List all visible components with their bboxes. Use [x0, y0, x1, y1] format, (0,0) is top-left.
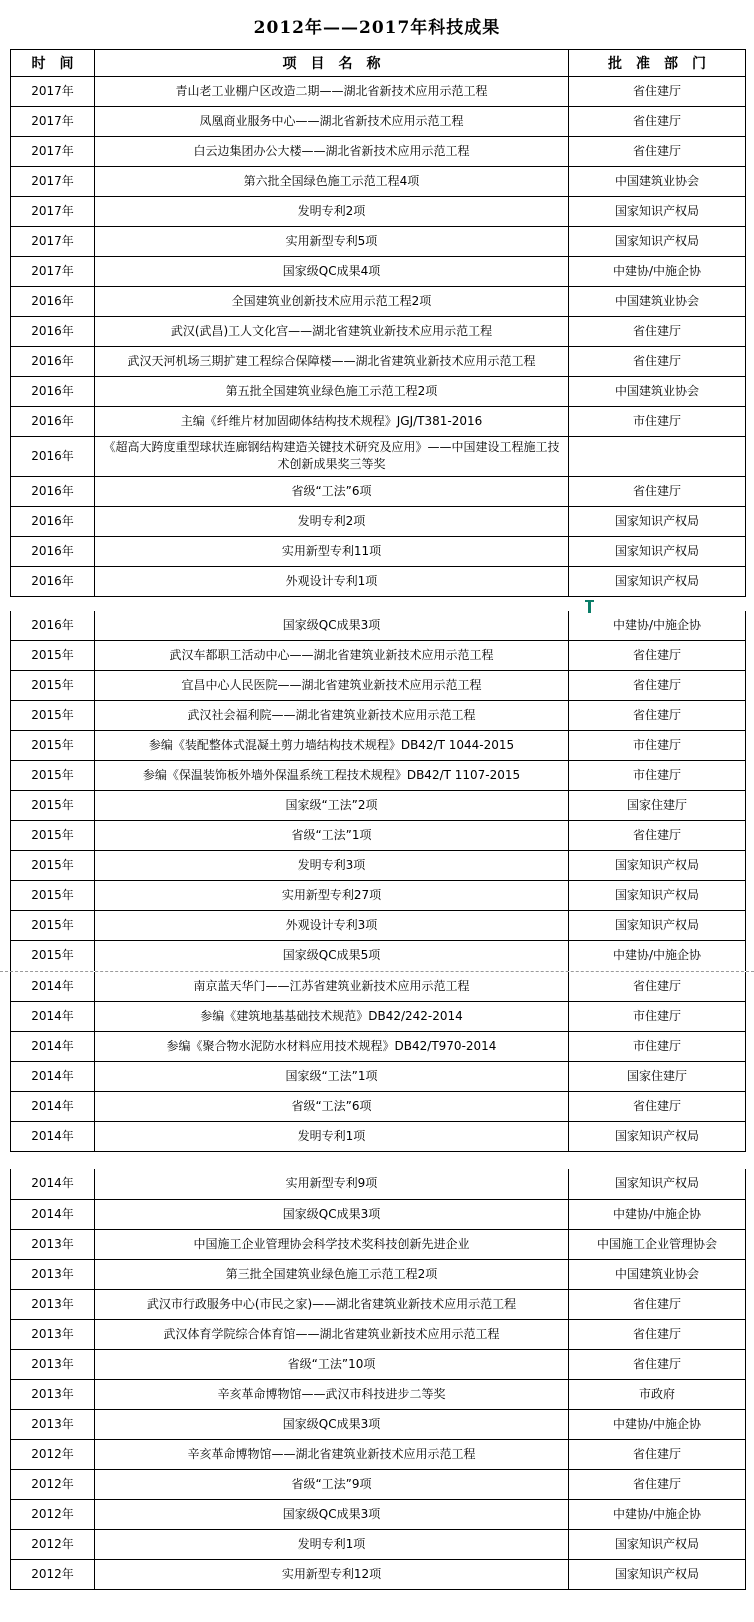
- table-row: [11, 287, 746, 317]
- table-row: [11, 566, 746, 596]
- cell-approving-department: 中建协/中施企协: [569, 1409, 746, 1439]
- table-row: [11, 1349, 746, 1379]
- cell-approving-department: 中国建筑业协会: [569, 167, 746, 197]
- table-row: [11, 1439, 746, 1469]
- cell-approving-department: 国家知识产权局: [569, 536, 746, 566]
- cell-project-name: 参编《保温装饰板外墙外保温系统工程技术规程》DB42/T 1107-2015: [95, 761, 569, 791]
- cell-approving-department: 省住建厅: [569, 317, 746, 347]
- table-section-4: [10, 1169, 746, 1590]
- cell-year: 2015年: [11, 941, 95, 971]
- cell-project-name: 辛亥革命博物馆——武汉市科技进步二等奖: [95, 1379, 569, 1409]
- cell-project-name: 实用新型专利27项: [95, 881, 569, 911]
- cell-year: 2017年: [11, 197, 95, 227]
- cell-project-name: 第三批全国建筑业绿色施工示范工程2项: [95, 1259, 569, 1289]
- cell-project-name: 参编《聚合物水泥防水材料应用技术规程》DB42/T970-2014: [95, 1032, 569, 1062]
- table-section-1: [10, 49, 746, 597]
- cell-year: 2015年: [11, 851, 95, 881]
- table-row: [11, 506, 746, 536]
- table-row: [11, 167, 746, 197]
- cell-year: 2013年: [11, 1349, 95, 1379]
- cell-year: 2016年: [11, 476, 95, 506]
- cell-year: 2012年: [11, 1559, 95, 1589]
- table-row: [11, 1062, 746, 1092]
- table-row: [11, 1379, 746, 1409]
- table-row: [11, 1032, 746, 1062]
- cell-approving-department: 市住建厅: [569, 761, 746, 791]
- cell-year: 2015年: [11, 881, 95, 911]
- cell-year: 2015年: [11, 641, 95, 671]
- cell-project-name: 武汉天河机场三期扩建工程综合保障楼——湖北省建筑业新技术应用示范工程: [95, 347, 569, 377]
- cell-approving-department: 中国施工企业管理协会: [569, 1229, 746, 1259]
- table-row: [11, 1169, 746, 1199]
- cell-project-name: 国家级QC成果3项: [95, 1409, 569, 1439]
- table-row: [11, 377, 746, 407]
- page-break-gap: [10, 1152, 745, 1169]
- cell-year: 2015年: [11, 821, 95, 851]
- cell-approving-department: 省住建厅: [569, 347, 746, 377]
- cell-approving-department: 国家知识产权局: [569, 1122, 746, 1152]
- cell-year: 2013年: [11, 1259, 95, 1289]
- cell-year: 2015年: [11, 671, 95, 701]
- cell-year: 2015年: [11, 761, 95, 791]
- table-row: [11, 476, 746, 506]
- cell-project-name: 武汉市行政服务中心(市民之家)——湖北省建筑业新技术应用示范工程: [95, 1289, 569, 1319]
- cell-project-name: 国家级“工法”2项: [95, 791, 569, 821]
- cell-project-name: 武汉(武昌)工人文化宫——湖北省建筑业新技术应用示范工程: [95, 317, 569, 347]
- cell-approving-department: 中建协/中施企协: [569, 611, 746, 641]
- cell-year: 2014年: [11, 1199, 95, 1229]
- table-row: [11, 791, 746, 821]
- cell-year: 2012年: [11, 1439, 95, 1469]
- table-row: [11, 77, 746, 107]
- page-break-gap: [10, 597, 745, 611]
- cell-year: 2012年: [11, 1469, 95, 1499]
- cell-year: 2013年: [11, 1379, 95, 1409]
- cell-approving-department: 省住建厅: [569, 476, 746, 506]
- table-row: [11, 197, 746, 227]
- cell-year: 2015年: [11, 911, 95, 941]
- table-resize-handle-mark: [588, 600, 591, 613]
- cell-project-name: 《超高大跨度重型球状连廊钢结构建造关键技术研究及应用》——中国建设工程施工技术创新成果奖三等奖: [95, 437, 569, 477]
- cell-project-name: 实用新型专利12项: [95, 1559, 569, 1589]
- cell-approving-department: 市政府: [569, 1379, 746, 1409]
- cell-project-name: 省级“工法”10项: [95, 1349, 569, 1379]
- cell-project-name: 全国建筑业创新技术应用示范工程2项: [95, 287, 569, 317]
- cell-approving-department: 中国建筑业协会: [569, 287, 746, 317]
- cell-year: 2014年: [11, 972, 95, 1002]
- cell-project-name: 省级“工法”1项: [95, 821, 569, 851]
- cell-year: 2016年: [11, 407, 95, 437]
- cell-year: 2014年: [11, 1169, 95, 1199]
- table-row: [11, 1092, 746, 1122]
- table-row: [11, 227, 746, 257]
- cell-approving-department: 国家知识产权局: [569, 1559, 746, 1589]
- cell-project-name: 发明专利1项: [95, 1122, 569, 1152]
- cell-project-name: 参编《装配整体式混凝土剪力墙结构技术规程》DB42/T 1044-2015: [95, 731, 569, 761]
- cell-project-name: 省级“工法”6项: [95, 1092, 569, 1122]
- cell-project-name: 武汉车都职工活动中心——湖北省建筑业新技术应用示范工程: [95, 641, 569, 671]
- cell-year: 2016年: [11, 377, 95, 407]
- cell-approving-department: 中国建筑业协会: [569, 1259, 746, 1289]
- table-row: [11, 641, 746, 671]
- cell-approving-department: 省住建厅: [569, 1092, 746, 1122]
- page-title: 2012年——2017年科技成果: [253, 18, 501, 38]
- cell-approving-department: 省住建厅: [569, 701, 746, 731]
- cell-approving-department: 省住建厅: [569, 1319, 746, 1349]
- table-row: [11, 761, 746, 791]
- cell-approving-department: 国家住建厅: [569, 791, 746, 821]
- cell-project-name: 凤凰商业服务中心——湖北省新技术应用示范工程: [95, 107, 569, 137]
- cell-approving-department: 市住建厅: [569, 731, 746, 761]
- cell-year: 2016年: [11, 566, 95, 596]
- cell-project-name: 白云边集团办公大楼——湖北省新技术应用示范工程: [95, 137, 569, 167]
- cell-year: 2016年: [11, 437, 95, 477]
- cell-project-name: 发明专利2项: [95, 197, 569, 227]
- cell-project-name: 武汉社会福利院——湖北省建筑业新技术应用示范工程: [95, 701, 569, 731]
- cell-year: 2014年: [11, 1032, 95, 1062]
- cell-year: 2017年: [11, 257, 95, 287]
- table-row: [11, 347, 746, 377]
- table-row: [11, 881, 746, 911]
- cell-project-name: 实用新型专利11项: [95, 536, 569, 566]
- table-row: [11, 1002, 746, 1032]
- cell-approving-department: [569, 437, 746, 477]
- cell-approving-department: 国家住建厅: [569, 1062, 746, 1092]
- cell-project-name: 国家级QC成果3项: [95, 1199, 569, 1229]
- cell-project-name: 外观设计专利1项: [95, 566, 569, 596]
- cell-project-name: 青山老工业棚户区改造二期——湖北省新技术应用示范工程: [95, 77, 569, 107]
- table-row: [11, 671, 746, 701]
- cell-year: 2013年: [11, 1229, 95, 1259]
- cell-project-name: 国家级QC成果3项: [95, 1499, 569, 1529]
- cell-year: 2014年: [11, 1122, 95, 1152]
- cell-year: 2016年: [11, 506, 95, 536]
- cell-project-name: 辛亥革命博物馆——湖北省建筑业新技术应用示范工程: [95, 1439, 569, 1469]
- cell-project-name: 实用新型专利5项: [95, 227, 569, 257]
- table-row: [11, 1319, 746, 1349]
- cell-year: 2012年: [11, 1499, 95, 1529]
- cell-project-name: 发明专利2项: [95, 506, 569, 536]
- cell-project-name: 中国施工企业管理协会科学技术奖科技创新先进企业: [95, 1229, 569, 1259]
- table-row: [11, 317, 746, 347]
- table-header-row: [11, 50, 746, 77]
- cell-approving-department: 中建协/中施企协: [569, 257, 746, 287]
- cell-project-name: 国家级QC成果5项: [95, 941, 569, 971]
- cell-approving-department: 国家知识产权局: [569, 911, 746, 941]
- table-row: [11, 911, 746, 941]
- cell-year: 2012年: [11, 1529, 95, 1559]
- table-row: [11, 821, 746, 851]
- table-row: [11, 1259, 746, 1289]
- cell-year: 2017年: [11, 167, 95, 197]
- table-row: [11, 536, 746, 566]
- cell-approving-department: 省住建厅: [569, 1289, 746, 1319]
- table-row: [11, 107, 746, 137]
- cell-approving-department: 市住建厅: [569, 1032, 746, 1062]
- cell-year: 2015年: [11, 791, 95, 821]
- cell-approving-department: 国家知识产权局: [569, 881, 746, 911]
- table-row: [11, 611, 746, 641]
- cell-approving-department: 市住建厅: [569, 1002, 746, 1032]
- table-row: [11, 1559, 746, 1589]
- cell-approving-department: 省住建厅: [569, 137, 746, 167]
- cell-approving-department: 中建协/中施企协: [569, 1499, 746, 1529]
- cell-year: 2014年: [11, 1062, 95, 1092]
- table-row: [11, 1229, 746, 1259]
- cell-approving-department: 省住建厅: [569, 1469, 746, 1499]
- table-row: [11, 437, 746, 477]
- cell-approving-department: 国家知识产权局: [569, 227, 746, 257]
- cell-approving-department: 国家知识产权局: [569, 1169, 746, 1199]
- cell-approving-department: 中国建筑业协会: [569, 377, 746, 407]
- cell-project-name: 省级“工法”6项: [95, 476, 569, 506]
- col-header-project-name: 项 目 名 称: [95, 50, 569, 77]
- cell-approving-department: 国家知识产权局: [569, 1529, 746, 1559]
- cell-year: 2013年: [11, 1289, 95, 1319]
- cell-year: 2017年: [11, 137, 95, 167]
- cell-approving-department: 中建协/中施企协: [569, 941, 746, 971]
- cell-approving-department: 中建协/中施企协: [569, 1199, 746, 1229]
- cell-approving-department: 省住建厅: [569, 107, 746, 137]
- cell-project-name: 国家级QC成果4项: [95, 257, 569, 287]
- table-section-2: [10, 611, 746, 971]
- cell-approving-department: 省住建厅: [569, 671, 746, 701]
- cell-approving-department: 市住建厅: [569, 407, 746, 437]
- cell-year: 2017年: [11, 227, 95, 257]
- cell-year: 2016年: [11, 536, 95, 566]
- cell-approving-department: 省住建厅: [569, 1439, 746, 1469]
- table-row: [11, 137, 746, 167]
- cell-project-name: 外观设计专利3项: [95, 911, 569, 941]
- cell-project-name: 参编《建筑地基基础技术规范》DB42/242-2014: [95, 1002, 569, 1032]
- cell-approving-department: 省住建厅: [569, 972, 746, 1002]
- cell-project-name: 第六批全国绿色施工示范工程4项: [95, 167, 569, 197]
- table-row: [11, 1499, 746, 1529]
- col-header-approving-department: 批 准 部 门: [569, 50, 746, 77]
- cell-year: 2016年: [11, 287, 95, 317]
- table-row: [11, 1289, 746, 1319]
- cell-approving-department: 省住建厅: [569, 821, 746, 851]
- cell-year: 2013年: [11, 1409, 95, 1439]
- cell-approving-department: 省住建厅: [569, 77, 746, 107]
- cell-project-name: 省级“工法”9项: [95, 1469, 569, 1499]
- table-row: [11, 731, 746, 761]
- cell-approving-department: 国家知识产权局: [569, 851, 746, 881]
- cell-approving-department: 省住建厅: [569, 641, 746, 671]
- results-table: [10, 49, 745, 1590]
- cell-year: 2016年: [11, 317, 95, 347]
- cell-project-name: 武汉体育学院综合体育馆——湖北省建筑业新技术应用示范工程: [95, 1319, 569, 1349]
- table-section-3: [10, 972, 746, 1153]
- table-row: [11, 1409, 746, 1439]
- cell-project-name: 实用新型专利9项: [95, 1169, 569, 1199]
- cell-year: 2015年: [11, 731, 95, 761]
- cell-project-name: 主编《纤维片材加固砌体结构技术规程》JGJ/T381-2016: [95, 407, 569, 437]
- cell-year: 2014年: [11, 1002, 95, 1032]
- cell-year: 2016年: [11, 611, 95, 641]
- table-row: [11, 257, 746, 287]
- table-row: [11, 407, 746, 437]
- col-header-time: 时 间: [11, 50, 95, 77]
- cell-year: 2017年: [11, 77, 95, 107]
- cell-year: 2014年: [11, 1092, 95, 1122]
- table-row: [11, 1529, 746, 1559]
- cell-approving-department: 国家知识产权局: [569, 197, 746, 227]
- cell-project-name: 发明专利3项: [95, 851, 569, 881]
- cell-project-name: 发明专利1项: [95, 1529, 569, 1559]
- cell-year: 2016年: [11, 347, 95, 377]
- cell-year: 2017年: [11, 107, 95, 137]
- cell-approving-department: 国家知识产权局: [569, 506, 746, 536]
- table-row: [11, 1469, 746, 1499]
- cell-year: 2013年: [11, 1319, 95, 1349]
- cell-approving-department: 省住建厅: [569, 1349, 746, 1379]
- table-row: [11, 1122, 746, 1152]
- table-row: [11, 972, 746, 1002]
- cell-project-name: 第五批全国建筑业绿色施工示范工程2项: [95, 377, 569, 407]
- cell-project-name: 国家级“工法”1项: [95, 1062, 569, 1092]
- table-row: [11, 1199, 746, 1229]
- cell-project-name: 南京蓝天华门——江苏省建筑业新技术应用示范工程: [95, 972, 569, 1002]
- cell-project-name: 宜昌中心人民医院——湖北省建筑业新技术应用示范工程: [95, 671, 569, 701]
- table-row: [11, 701, 746, 731]
- table-row: [11, 851, 746, 881]
- cell-year: 2015年: [11, 701, 95, 731]
- cell-project-name: 国家级QC成果3项: [95, 611, 569, 641]
- table-row: [11, 941, 746, 971]
- cell-approving-department: 国家知识产权局: [569, 566, 746, 596]
